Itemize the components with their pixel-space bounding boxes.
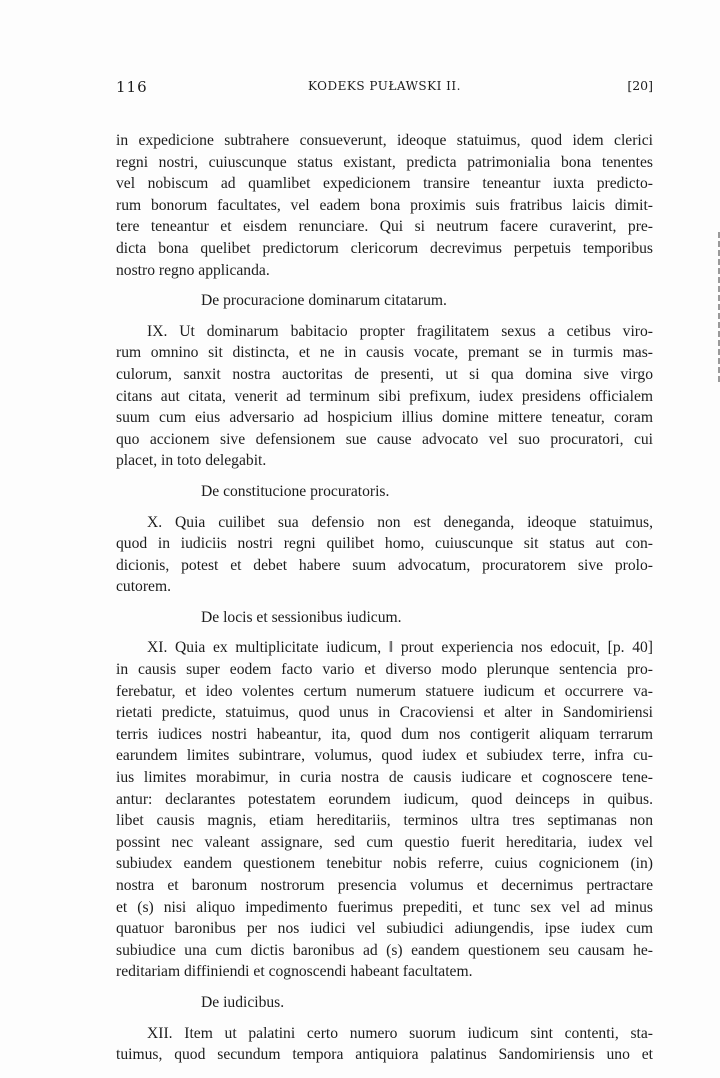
text-line: nostra et baronum nostrorum presencia volumus et decernimus pertractare xyxy=(116,877,653,894)
page-header xyxy=(116,78,653,98)
running-title: KODEKS PUŁAWSKI II. xyxy=(308,79,461,93)
page-number: 116 xyxy=(116,78,148,96)
text-line: nostro regno applicanda. xyxy=(116,261,270,279)
section-heading: De constitucione procuratoris. xyxy=(201,482,390,500)
text-line: vel nobiscum ad quamlibet expedicionem transire teneantur iuxta predicto- xyxy=(116,175,653,193)
text-line: X. Quia cuilibet sua defensio non est deneganda, ideoque statuimus, xyxy=(147,513,653,531)
text-line: rum omnino sit distincta, et ne in causis vocate, premant se in turmis mas- xyxy=(116,344,653,362)
text-line: placet, in toto delegabit. xyxy=(116,452,267,470)
paragraph xyxy=(116,1023,653,1066)
text-line: dicionis, potest et debet habere suum advocatum, procuratorem sive prolo- xyxy=(116,556,653,574)
text-line: dicta bona quelibet predictorum clericorum decrevimus perpetuis temporibus xyxy=(116,239,653,257)
text-line: tuimus, quod secundum tempora antiquiora palatinus Sandomiriensis uno et xyxy=(116,1046,653,1064)
text-line: citans aut citata, venerit ad terminum sibi prefixum, iudex presidens officialem xyxy=(116,387,653,405)
paragraph xyxy=(116,321,653,472)
text-line: quo accionem sive defensionem sue cause advocato vel suo procuratori, cui xyxy=(116,430,653,448)
text-line: ferebatur, et ideo volentes certum numerum statuere iudicum et occurrere va- xyxy=(116,682,653,700)
text-line: subiudice una cum dictis baronibus ad (s) eandem questionem seu causam he- xyxy=(116,941,653,959)
text-line: regni nostri, cuiuscunque status existant, predicta patrimonialia bona tenentes xyxy=(116,153,653,171)
text-line: libet causis magnis, etiam hereditariis, terminos ultra tres septimanas non xyxy=(116,812,653,830)
text-line: in causis super eodem facto vario et diverso modo plerunque sentencia pro- xyxy=(116,661,653,679)
section-heading: De locis et sessionibus iudicum. xyxy=(201,608,402,626)
text-line: terris iudices nostri habeantur, ita, quod dum nos contigerit aliquam terrarum xyxy=(116,725,653,743)
text-line: antur: declarantes potestatem eorundem iudicum, quod deinceps in quibus. xyxy=(116,790,653,808)
text-line: IX. Ut dominarum babitacio propter fragilitatem sexus a cetibus viro- xyxy=(147,322,653,340)
text-line: XI. Quia ex multiplicitate iudicum, ‖ prout experiencia nos edocuit, [p. 40] xyxy=(147,639,653,657)
section-reference: [20] xyxy=(627,78,653,93)
text-line: reditariam diffiniendi et cognoscendi habeant facultatem. xyxy=(116,963,473,981)
text-line: rietati predicte, statuimus, quod unus in Cracoviensi et alter in Sandomiriensi xyxy=(116,704,653,722)
text-line: earundem limites subintrare, volumus, quod iudex et subiudex terre, infra cu- xyxy=(116,747,653,765)
paragraph xyxy=(116,637,653,983)
text-line: culorum, sanxit nostra auctoritas de presenti, ut si qua domina sive virgo xyxy=(116,365,653,383)
paragraph xyxy=(116,512,653,598)
section-heading: De procuracione dominarum citatarum. xyxy=(201,292,447,310)
text-line: possint nec valeant assignare, sed cum questio fuerit hereditaria, iudex vel xyxy=(116,833,653,851)
text-line: XII. Item ut palatini certo numero suorum iudicum sint contenti, sta- xyxy=(147,1024,653,1042)
paragraph xyxy=(116,130,653,281)
text-line: cutorem. xyxy=(116,578,171,596)
text-line: ius limites morabimur, in curia nostra de causis iudicare et cognoscere tene- xyxy=(116,769,653,787)
text-line: subiudex eandem questionem tenebitur nobis referre, cuius cognicionem (in) xyxy=(116,855,653,873)
text-line: quod in iudiciis nostri regni quilibet homo, cuiuscunque sit status aut con- xyxy=(116,535,653,553)
text-line: quatuor baronibus per nos iudici vel subiudici adiungendis, ipse iudex cum xyxy=(116,920,653,938)
text-line: rum bonorum facultates, vel eadem bona proximis suis fratribus laicis dimit- xyxy=(116,196,653,214)
text-line: tere teneantur et eisdem renunciare. Qui si neutrum facere curaverint, pre- xyxy=(116,218,653,236)
text-line: et (s) nisi aliquo impedimento fuerimus prepediti, et tunc sex vel ad minus xyxy=(116,898,653,916)
page-body xyxy=(116,130,653,1066)
text-line: suum cum eius adversario ad hospicium illius domine mittere teneatur, coram xyxy=(116,409,653,427)
text-line: in expedicione subtrahere consueverunt, ideoque statuimus, quod idem clerici xyxy=(116,132,653,149)
section-heading: De iudicibus. xyxy=(201,993,285,1011)
